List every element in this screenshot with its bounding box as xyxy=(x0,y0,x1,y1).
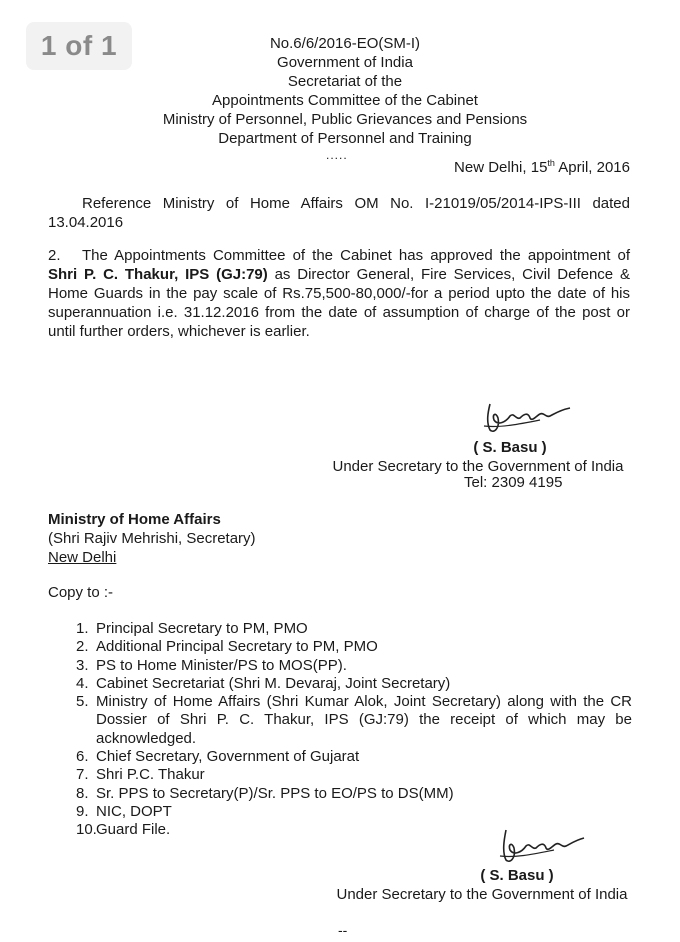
list-item-text: Shri P.C. Thakur xyxy=(96,766,205,784)
header-line-government: Government of India xyxy=(277,54,413,71)
signatory-block-1 xyxy=(330,438,626,476)
list-item-text: Sr. PPS to Secretary(P)/Sr. PPS to EO/PS to DS(MM) xyxy=(96,784,454,802)
list-item-text: Additional Principal Secretary to PM, PMO xyxy=(96,638,378,656)
paragraph-rest: as Director General, Fire Services, Civil Defence & Home Guards in the pay scale of Rs.75,500-80,000/-for a period upto the date of his superannuation i.e. 31.12.2016 from the date of assumption of charge of the post or until further orders, whichever is earlier. xyxy=(48,266,630,340)
paragraph-lead: The Appointments Committee of the Cabinet has approved the appointment of xyxy=(82,247,630,264)
page-indicator-badge: 1 of 1 xyxy=(26,22,132,70)
list-item-number: 10. xyxy=(76,821,97,839)
list-item-number: 7. xyxy=(76,766,89,784)
header-line-secretariat: Secretariat of the xyxy=(287,73,403,90)
list-item xyxy=(76,803,632,821)
list-item-number: 6. xyxy=(76,748,89,766)
list-item xyxy=(76,785,632,803)
list-item-text: Cabinet Secretariat (Shri M. Devaraj, Joint Secretary) xyxy=(96,674,451,692)
header-separator-dots: ..... xyxy=(326,148,348,162)
footer-dash: -- xyxy=(338,922,348,938)
date-suffix: April, 2016 xyxy=(554,159,630,176)
list-item xyxy=(76,675,632,693)
letter-header xyxy=(140,34,550,148)
date-superscript: th xyxy=(547,158,555,168)
list-item xyxy=(76,657,632,675)
list-item-number: 8. xyxy=(76,784,89,802)
header-line-committee: Appointments Committee of the Cabinet xyxy=(212,92,478,109)
list-item xyxy=(76,766,632,784)
list-item-text: Chief Secretary, Government of Gujarat xyxy=(96,748,360,766)
list-item-text: PS to Home Minister/PS to MOS(PP). xyxy=(96,656,347,674)
reference-paragraph: Reference Ministry of Home Affairs OM No. I-21019/05/2014-IPS-III dated 13.04.2016 xyxy=(48,195,630,231)
header-line-ministry: Ministry of Personnel, Public Grievances and Pensions xyxy=(162,111,528,128)
signature-image-2 xyxy=(488,824,588,868)
header-line-department: Department of Personnel and Training xyxy=(218,130,472,147)
list-item-number: 9. xyxy=(76,802,89,820)
list-item-text: Ministry of Home Affairs (Shri Kumar Alok, Joint Secretary) along with the CR Dossier of Shri P. C. Thakur, IPS (GJ:79) the receipt of which may be acknowledged. xyxy=(96,693,632,747)
paragraph-number: 2. xyxy=(48,247,61,264)
signatory-name: ( S. Basu ) xyxy=(473,439,547,456)
copy-to-label: Copy to :- xyxy=(48,584,114,601)
addressee-block xyxy=(48,510,256,567)
list-item xyxy=(76,748,632,766)
file-number: No.6/6/2016-EO(SM-I) xyxy=(269,35,421,52)
addressee-place: New Delhi xyxy=(48,549,117,566)
letter-date xyxy=(454,158,630,176)
list-item-number: 2. xyxy=(76,638,89,656)
list-item xyxy=(76,620,632,638)
list-item-text: NIC, DOPT xyxy=(96,802,172,820)
date-prefix: New Delhi, 15 xyxy=(454,159,548,176)
signature-image xyxy=(470,396,580,438)
telephone-number: Tel: 2309 4195 xyxy=(464,474,563,491)
signatory-block-2 xyxy=(332,866,632,904)
list-item-number: 5. xyxy=(76,693,89,711)
approval-paragraph xyxy=(48,246,630,341)
list-item xyxy=(76,693,632,748)
signatory-designation: Under Secretary to the Government of India xyxy=(332,458,624,475)
list-item-text: Principal Secretary to PM, PMO xyxy=(96,620,308,637)
addressee-ministry: Ministry of Home Affairs xyxy=(48,511,221,528)
appointee-name: Shri P. C. Thakur, IPS (GJ:79) xyxy=(48,266,268,283)
signatory-designation-2: Under Secretary to the Government of India xyxy=(336,886,628,903)
list-item-number: 1. xyxy=(76,620,89,637)
list-item-number: 3. xyxy=(76,656,89,674)
copy-to-list xyxy=(76,620,632,840)
addressee-person: (Shri Rajiv Mehrishi, Secretary) xyxy=(48,530,256,547)
list-item-number: 4. xyxy=(76,674,89,692)
list-item-text: Guard File. xyxy=(96,821,171,839)
list-item xyxy=(76,638,632,656)
signatory-name-2: ( S. Basu ) xyxy=(480,867,554,884)
